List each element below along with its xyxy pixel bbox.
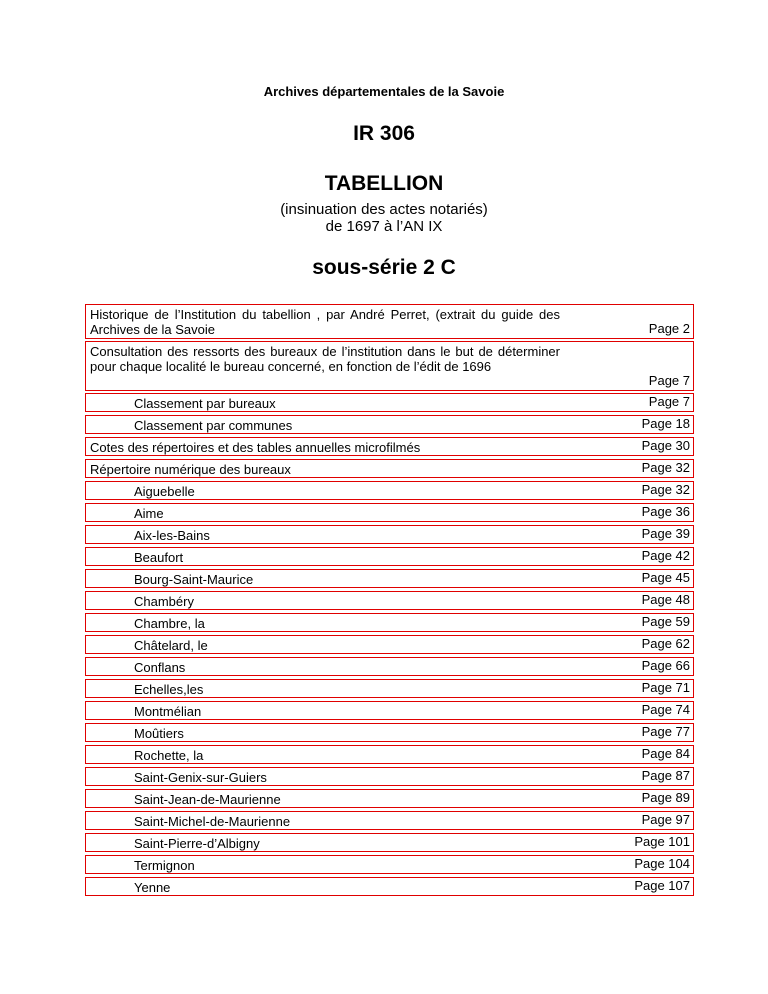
toc-entry-label: Classement par communes (134, 418, 293, 433)
toc-entry-page: Page 30 (641, 438, 690, 453)
toc-entry-termignon[interactable] (85, 855, 694, 874)
toc-entry-label: Châtelard, le (134, 638, 208, 653)
toc-entry-page: Page 97 (641, 812, 690, 827)
toc-entry-page: Page 18 (641, 416, 690, 431)
toc-entry-label: Beaufort (134, 550, 184, 565)
toc-entry-saint-jean[interactable] (85, 789, 694, 808)
toc-entry-chambery[interactable] (85, 591, 694, 610)
toc-entry-page: Page 36 (641, 504, 690, 519)
toc-entry-consultation[interactable] (85, 341, 694, 391)
toc-entry-label: Saint-Jean-de-Maurienne (134, 792, 281, 807)
toc-entry-chambre-la[interactable] (85, 613, 694, 632)
toc-entry-label: Chambéry (134, 594, 194, 609)
toc-entry-label: Aime (134, 506, 164, 521)
toc-entry-montmelian[interactable] (85, 701, 694, 720)
toc-entry-page: Page 32 (641, 460, 690, 475)
toc-entry-rochette-la[interactable] (85, 745, 694, 764)
toc-entry-label: Historique de l’Institution du tabellion , par André Perret, (extrait du guide des Archives de la Savoie (90, 307, 560, 337)
toc-entry-label: Montmélian (134, 704, 202, 719)
toc-entry-label: Chambre, la (134, 616, 205, 631)
toc-entry-label: Echelles,les (134, 682, 204, 697)
toc-entry-yenne[interactable] (85, 877, 694, 896)
toc-entry-page: Page 62 (641, 636, 690, 651)
toc-entry-page: Page 7 (648, 373, 690, 388)
toc-entry-label: Rochette, la (134, 748, 204, 763)
toc-entry-conflans[interactable] (85, 657, 694, 676)
toc-entry-label: Aix-les-Bains (134, 528, 210, 543)
toc-entry-classement-communes[interactable] (85, 415, 694, 434)
toc-entry-page: Page 84 (641, 746, 690, 761)
toc-entry-label: Saint-Michel-de-Maurienne (134, 814, 291, 829)
toc-entry-aime[interactable] (85, 503, 694, 522)
toc-entry-historique[interactable] (85, 304, 694, 339)
toc-entry-page: Page 39 (641, 526, 690, 541)
toc-entry-cotes[interactable] (85, 437, 694, 456)
toc-entry-page: Page 87 (641, 768, 690, 783)
document-title: TABELLION (324, 172, 444, 195)
toc-entry-repertoire[interactable] (85, 459, 694, 478)
toc-entry-beaufort[interactable] (85, 547, 694, 566)
toc-entry-classement-bureaux[interactable] (85, 393, 694, 412)
toc-entry-bourg-saint-maurice[interactable] (85, 569, 694, 588)
toc-entry-page: Page 71 (641, 680, 690, 695)
toc-entry-page: Page 42 (641, 548, 690, 563)
toc-entry-label: Conflans (134, 660, 186, 675)
toc-entry-aix-les-bains[interactable] (85, 525, 694, 544)
toc-entry-saint-genix[interactable] (85, 767, 694, 786)
toc-entry-page: Page 89 (641, 790, 690, 805)
toc-entry-saint-pierre[interactable] (85, 833, 694, 852)
toc-entry-label: Moûtiers (134, 726, 184, 741)
toc-entry-page: Page 59 (641, 614, 690, 629)
toc-entry-chatelard-le[interactable] (85, 635, 694, 654)
toc-entry-label: Termignon (134, 858, 195, 873)
toc-entry-moutiers[interactable] (85, 723, 694, 742)
toc-entry-label: Bourg-Saint-Maurice (134, 572, 254, 587)
inventory-reference: IR 306 (353, 122, 415, 145)
toc-entry-page: Page 2 (648, 321, 690, 336)
toc-entry-label: Yenne (134, 880, 171, 895)
toc-entry-page: Page 104 (634, 856, 690, 871)
toc-entry-page: Page 77 (641, 724, 690, 739)
toc-entry-page: Page 7 (648, 394, 690, 409)
subtitle-line-2: de 1697 à l’AN IX (325, 218, 443, 235)
toc-entry-page: Page 48 (641, 592, 690, 607)
toc-entry-aiguebelle[interactable] (85, 481, 694, 500)
series-heading: sous-série 2 C (312, 256, 456, 279)
toc-entry-echelles-les[interactable] (85, 679, 694, 698)
toc-entry-page: Page 74 (641, 702, 690, 717)
toc-entry-page: Page 66 (641, 658, 690, 673)
toc-entry-page: Page 32 (641, 482, 690, 497)
toc-entry-label: Aiguebelle (134, 484, 195, 499)
toc-entry-page: Page 107 (634, 878, 690, 893)
toc-entry-label: Saint-Pierre-d’Albigny (134, 836, 260, 851)
toc-entry-label: Saint-Genix-sur-Guiers (134, 770, 267, 785)
toc-entry-page: Page 45 (641, 570, 690, 585)
toc-entry-label: Consultation des ressorts des bureaux de l’institution dans le but de déterminer pour chaque localité le bureau concerné, en fonction de l’édit de 1696 (90, 344, 560, 374)
toc-entry-saint-michel[interactable] (85, 811, 694, 830)
subtitle-line-1: (insinuation des actes notariés) (280, 201, 488, 218)
toc-entry-label: Répertoire numérique des bureaux (90, 462, 291, 477)
toc-entry-page: Page 101 (634, 834, 690, 849)
toc-entry-label: Classement par bureaux (134, 396, 276, 411)
archives-heading: Archives départementales de la Savoie (263, 84, 505, 99)
toc-entry-label: Cotes des répertoires et des tables annuelles microfilmés (90, 440, 421, 455)
